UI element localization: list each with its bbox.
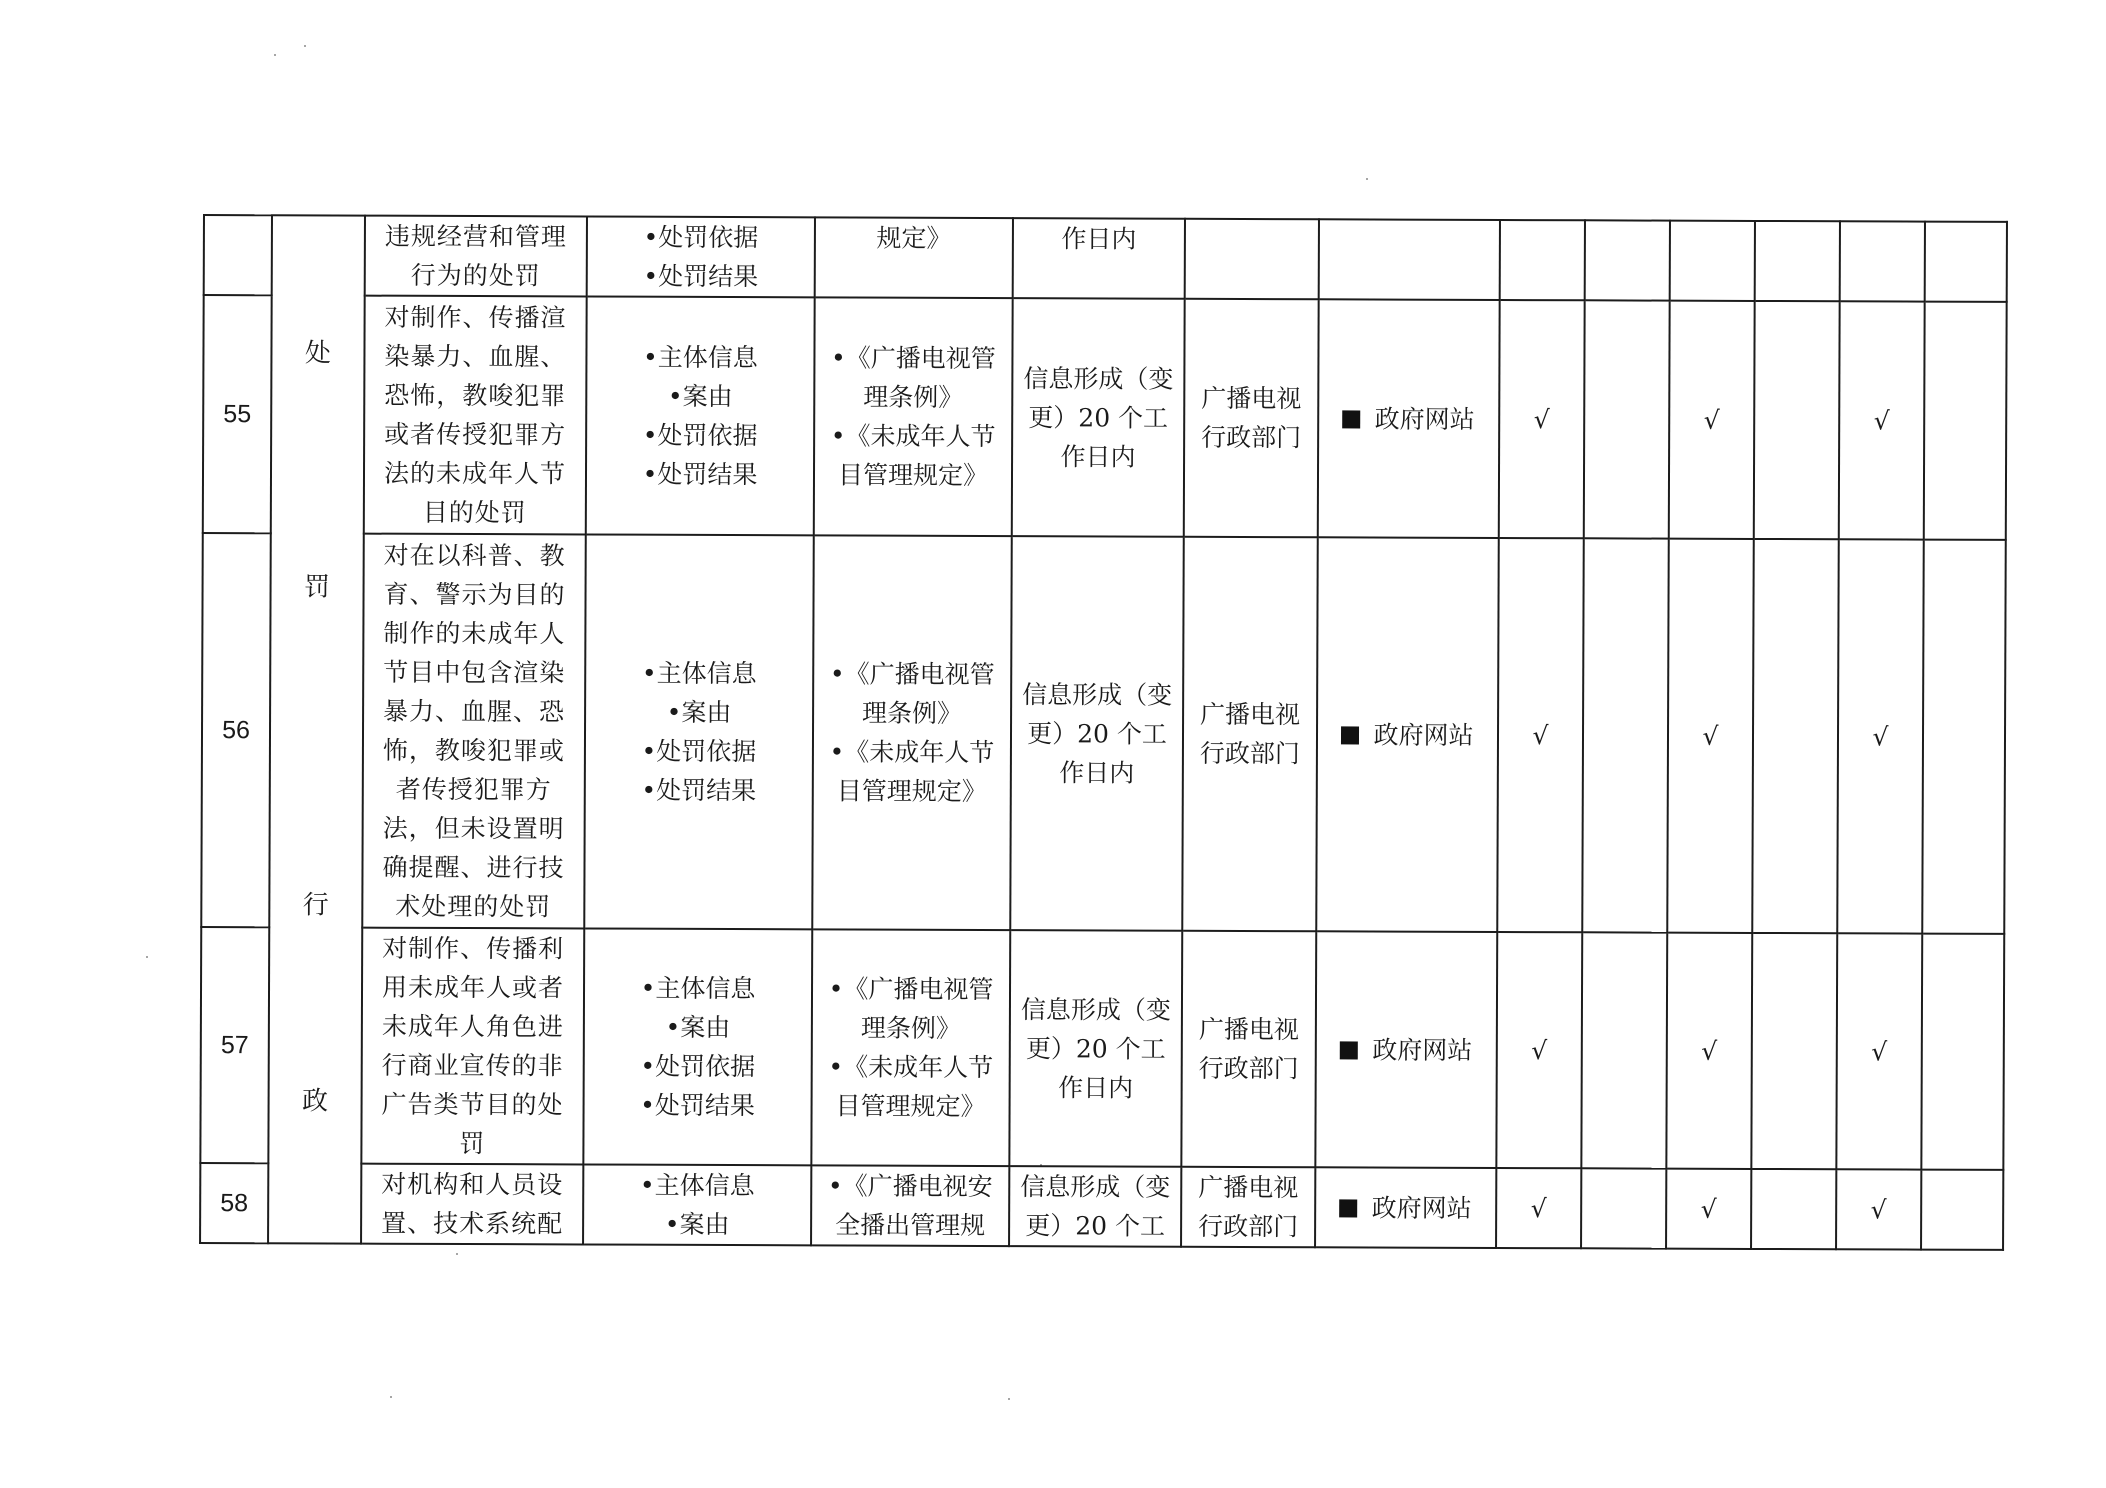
check-cell bbox=[1922, 540, 2006, 934]
check-cell bbox=[1925, 222, 2007, 302]
text-line: •案由 bbox=[664, 1209, 730, 1240]
scan-speck bbox=[146, 956, 148, 958]
content-cell bbox=[583, 1164, 811, 1245]
check-cell: √ bbox=[1836, 933, 1922, 1169]
content-cell bbox=[583, 928, 812, 1165]
text-line: 更）20 个工 bbox=[1027, 718, 1167, 749]
check-cell: √ bbox=[1499, 300, 1585, 538]
text-line: 对制作、传播利 bbox=[382, 933, 565, 964]
table-row bbox=[201, 533, 2005, 934]
item-cell bbox=[364, 296, 587, 535]
check-cell bbox=[1585, 220, 1670, 300]
text-line: 置、技术系统配 bbox=[381, 1208, 564, 1239]
text-line: 更）20 个工 bbox=[1028, 402, 1169, 433]
check-cell: √ bbox=[1836, 1169, 1921, 1249]
basis-cell bbox=[815, 217, 1013, 298]
check-cell bbox=[1500, 220, 1585, 300]
text-line: 法的未成年人节 bbox=[383, 458, 567, 489]
basis-cell bbox=[811, 929, 1010, 1166]
text-line: 对在以科普、教 bbox=[383, 540, 566, 571]
disclosure-table bbox=[199, 214, 2008, 1251]
text-line: 理条例》 bbox=[863, 382, 964, 412]
text-line: •《广播电视管 bbox=[831, 343, 996, 374]
time-cell bbox=[1012, 298, 1185, 537]
scan-speck bbox=[304, 45, 306, 47]
table-row bbox=[200, 1163, 2003, 1250]
time-cell bbox=[1009, 1166, 1181, 1247]
text-line: •主体信息 bbox=[640, 973, 756, 1004]
check-cell bbox=[1921, 1170, 2003, 1250]
text-line: 目的处罚 bbox=[422, 497, 527, 528]
number-cell bbox=[204, 215, 272, 295]
check-cell bbox=[1582, 538, 1669, 932]
text-line: 行政部门 bbox=[1198, 1053, 1299, 1084]
check-cell: √ bbox=[1837, 539, 1924, 933]
text-line: 恐怖，教唆犯罪 bbox=[384, 380, 567, 411]
text-line: 染暴力、血腥、 bbox=[384, 341, 567, 372]
item-cell bbox=[361, 1164, 583, 1245]
text-line: 育、警示为目的 bbox=[383, 579, 566, 610]
text-line: •处罚依据 bbox=[643, 222, 759, 253]
filled-square-icon bbox=[1341, 726, 1359, 744]
text-line: 广播电视 bbox=[1200, 699, 1301, 730]
text-line: 信息形成（变 bbox=[1020, 1172, 1171, 1202]
text-line: 更）20 个工 bbox=[1025, 1211, 1166, 1241]
check-cell: √ bbox=[1497, 538, 1584, 932]
check-cell bbox=[1581, 1168, 1666, 1248]
check-cell bbox=[1754, 301, 1840, 539]
row-number: 57 bbox=[200, 927, 269, 1163]
scan-speck bbox=[456, 1253, 458, 1255]
text-line: 行政部门 bbox=[1201, 422, 1302, 453]
text-line: 法，但未设置明 bbox=[382, 813, 565, 844]
dept-cell bbox=[1185, 219, 1319, 300]
text-line: 罚 bbox=[459, 1128, 486, 1159]
dept-cell bbox=[1181, 1167, 1315, 1248]
dept-cell bbox=[1184, 299, 1319, 538]
text-line: •案由 bbox=[666, 697, 732, 728]
text-line: •主体信息 bbox=[643, 342, 758, 373]
text-line: 作日内 bbox=[1061, 224, 1137, 254]
channel-cell bbox=[1319, 219, 1500, 300]
check-cell bbox=[1921, 934, 2004, 1170]
category-char: 处 bbox=[304, 338, 332, 369]
text-line: 节目中包含渲染 bbox=[383, 657, 566, 688]
content-cell bbox=[587, 216, 815, 297]
check-cell: √ bbox=[1496, 932, 1582, 1168]
filled-square-icon bbox=[1340, 1041, 1358, 1059]
category-char: 行 bbox=[302, 890, 329, 921]
check-cell bbox=[1751, 1169, 1836, 1249]
basis-cell bbox=[812, 535, 1012, 930]
text-line: 暴力、血腥、恐 bbox=[383, 696, 566, 727]
text-line: 作日内 bbox=[1060, 441, 1136, 472]
text-line: 作日内 bbox=[1058, 1072, 1134, 1103]
check-cell bbox=[1670, 221, 1755, 301]
table-row bbox=[200, 927, 2004, 1170]
scan-speck bbox=[1366, 178, 1368, 180]
content-cell bbox=[586, 296, 815, 535]
text-line: 信息形成（变 bbox=[1022, 679, 1173, 710]
text-line: •主体信息 bbox=[641, 658, 757, 689]
dept-cell bbox=[1181, 931, 1316, 1168]
check-cell bbox=[1581, 932, 1667, 1168]
text-line: 作日内 bbox=[1059, 757, 1135, 788]
time-cell bbox=[1013, 218, 1185, 299]
text-line: •处罚依据 bbox=[641, 736, 757, 767]
text-line: 理条例》 bbox=[862, 698, 963, 728]
filled-square-icon bbox=[1340, 1199, 1358, 1217]
channel-label: 政府网站 bbox=[1371, 1192, 1472, 1223]
check-cell: √ bbox=[1496, 1168, 1581, 1248]
check-cell: √ bbox=[1666, 933, 1752, 1169]
basis-cell bbox=[814, 297, 1013, 536]
text-line: 行政部门 bbox=[1199, 738, 1300, 769]
text-line: 制作的未成年人 bbox=[383, 618, 566, 649]
text-line: •处罚依据 bbox=[640, 1051, 756, 1082]
text-line: 行政部门 bbox=[1198, 1211, 1299, 1242]
text-line: 未成年人角色进 bbox=[381, 1011, 564, 1042]
channel-cell bbox=[1315, 931, 1497, 1168]
text-line: 对制作、传播渲 bbox=[384, 302, 567, 333]
text-line: 信息形成（变 bbox=[1020, 994, 1172, 1025]
row-number: 56 bbox=[201, 533, 271, 927]
channel-label: 政府网站 bbox=[1373, 719, 1474, 750]
text-line: •《未成年人节 bbox=[829, 737, 995, 768]
time-cell bbox=[1009, 930, 1182, 1167]
text-line: •《广播电视安 bbox=[827, 1171, 993, 1202]
check-cell bbox=[1752, 539, 1839, 933]
text-line: •《未成年人节 bbox=[830, 421, 996, 452]
category-char: 政 bbox=[302, 1086, 329, 1117]
category-char: 罚 bbox=[303, 572, 331, 603]
check-cell bbox=[1924, 302, 2007, 540]
text-line: 行商业宣传的非 bbox=[381, 1050, 564, 1081]
text-line: 广告类节目的处 bbox=[381, 1089, 564, 1120]
text-line: •处罚结果 bbox=[643, 261, 759, 292]
filled-square-icon bbox=[1343, 410, 1361, 428]
category-cell bbox=[268, 215, 365, 1243]
text-line: •处罚结果 bbox=[642, 459, 758, 490]
text-line: 目管理规定》 bbox=[836, 776, 987, 807]
scan-speck bbox=[1008, 1398, 1010, 1400]
text-line: 用未成年人或者 bbox=[381, 972, 565, 1003]
text-line: •《广播电视管 bbox=[829, 659, 995, 690]
text-line: 行为的处罚 bbox=[410, 260, 541, 291]
check-cell bbox=[1755, 221, 1840, 301]
check-cell: √ bbox=[1839, 301, 1925, 539]
text-line: 对机构和人员设 bbox=[381, 1169, 564, 1200]
text-line: •《未成年人节 bbox=[828, 1052, 994, 1083]
text-line: 理条例》 bbox=[860, 1013, 961, 1043]
text-line: 全播出管理规 bbox=[835, 1210, 986, 1241]
check-cell bbox=[1584, 300, 1670, 538]
text-line: 广播电视 bbox=[1201, 383, 1302, 414]
text-line: 更）20 个工 bbox=[1025, 1033, 1166, 1064]
text-line: 信息形成（变 bbox=[1023, 363, 1174, 394]
time-cell bbox=[1010, 536, 1184, 931]
table-row-continued bbox=[204, 215, 2007, 302]
item-cell bbox=[365, 216, 587, 297]
text-line: •案由 bbox=[667, 381, 733, 412]
text-line: 或者传授犯罪方 bbox=[384, 419, 567, 450]
item-cell bbox=[362, 534, 586, 929]
text-line: 目管理规定》 bbox=[835, 1091, 986, 1122]
text-line: 确提醒、进行技 bbox=[382, 852, 565, 883]
text-line: 者传授犯罪方 bbox=[395, 774, 552, 805]
text-line: 规定》 bbox=[876, 223, 952, 253]
text-line: •主体信息 bbox=[639, 1170, 755, 1201]
text-line: 目管理规定》 bbox=[837, 460, 989, 491]
check-cell: √ bbox=[1667, 539, 1754, 933]
item-cell bbox=[361, 928, 584, 1165]
check-cell: √ bbox=[1666, 1169, 1751, 1249]
text-line: •《广播电视管 bbox=[828, 974, 994, 1005]
scan-speck bbox=[390, 1396, 392, 1398]
channel-cell bbox=[1318, 299, 1500, 538]
channel-label: 政府网站 bbox=[1374, 404, 1475, 434]
content-cell bbox=[584, 534, 814, 929]
text-line: •案由 bbox=[665, 1012, 731, 1043]
channel-cell bbox=[1316, 537, 1499, 932]
check-cell: √ bbox=[1669, 301, 1755, 539]
channel-label: 政府网站 bbox=[1372, 1034, 1473, 1065]
text-line: •处罚结果 bbox=[641, 775, 757, 806]
row-number: 58 bbox=[200, 1163, 268, 1243]
row-number: 55 bbox=[203, 295, 272, 533]
scan-speck bbox=[274, 54, 276, 56]
table-row bbox=[203, 295, 2007, 540]
text-line: 怖，教唆犯罪或 bbox=[382, 735, 565, 766]
text-line: 术处理的处罚 bbox=[395, 891, 552, 922]
basis-cell bbox=[811, 1165, 1009, 1246]
text-line: 广播电视 bbox=[1198, 1014, 1299, 1045]
check-cell bbox=[1840, 221, 1925, 301]
channel-cell bbox=[1315, 1167, 1496, 1248]
dept-cell bbox=[1182, 537, 1318, 932]
text-line: 违规经营和管理 bbox=[384, 221, 567, 252]
check-cell bbox=[1751, 933, 1837, 1169]
text-line: 广播电视 bbox=[1198, 1172, 1299, 1203]
text-line: •处罚依据 bbox=[642, 420, 758, 451]
text-line: •处罚结果 bbox=[640, 1090, 756, 1121]
